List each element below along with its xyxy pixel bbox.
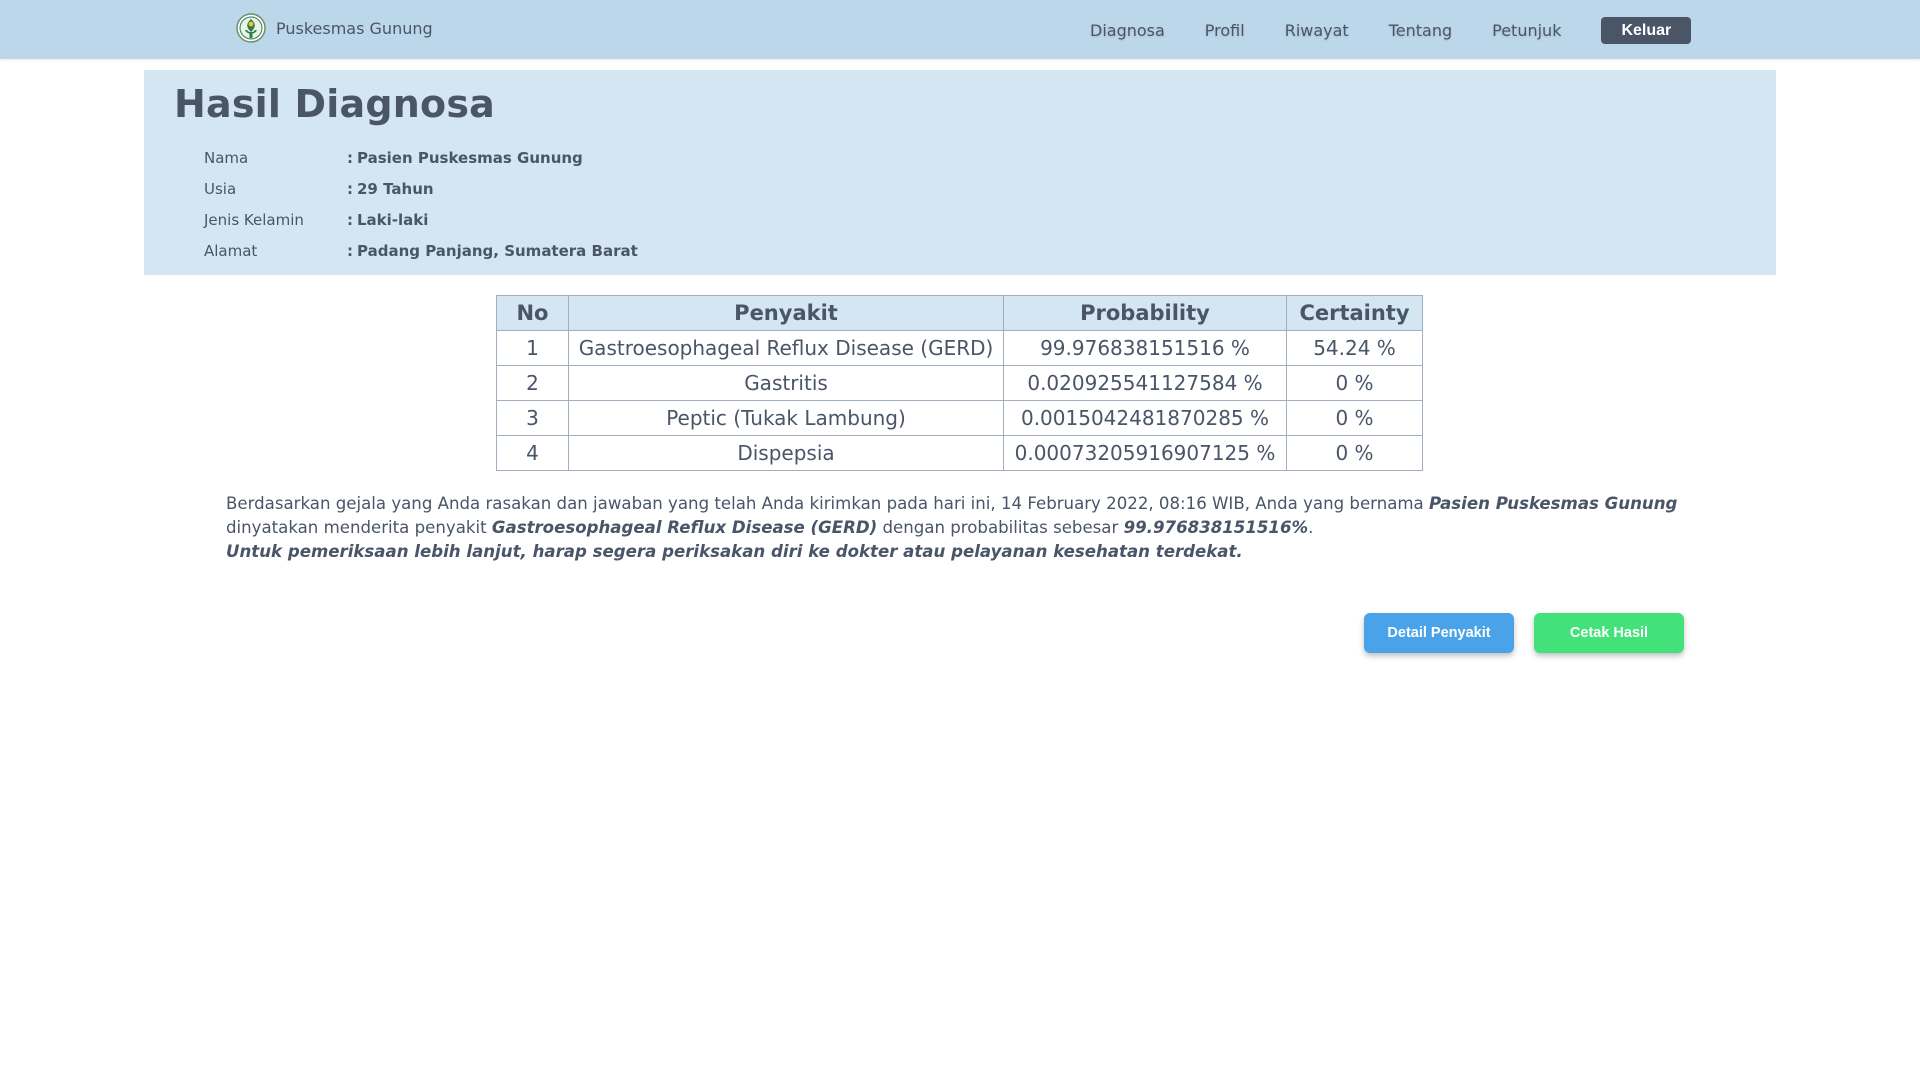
diagnosis-conclusion [226, 492, 1696, 564]
cell-probability: 0.00073205916907125 % [1004, 436, 1287, 471]
cell-penyakit: Gastroesophageal Reflux Disease (GERD) [569, 331, 1004, 366]
info-label: Nama [204, 148, 249, 167]
page-title: Hasil Diagnosa [174, 82, 495, 126]
patient-info-table [204, 142, 638, 266]
cell-penyakit: Peptic (Tukak Lambung) [569, 401, 1004, 436]
cell-no: 3 [497, 401, 569, 436]
cell-probability: 99.976838151516 % [1004, 331, 1287, 366]
puskesmas-logo-icon [236, 10, 266, 46]
cell-certainty: 0 % [1287, 436, 1423, 471]
cell-no: 1 [497, 331, 569, 366]
cell-no: 2 [497, 366, 569, 401]
cell-certainty: 54.24 % [1287, 331, 1423, 366]
navbar [0, 0, 1920, 59]
nav-link-profil[interactable]: Profil [1204, 20, 1245, 40]
brand-link[interactable] [236, 10, 433, 46]
nav-links [1090, 17, 1691, 44]
info-row-alamat [204, 235, 638, 266]
table-row [497, 401, 1423, 436]
info-label: Usia [204, 179, 237, 198]
info-value: Padang Panjang, Sumatera Barat [357, 241, 638, 260]
cetak-hasil-button[interactable]: Cetak Hasil [1534, 613, 1684, 653]
cell-certainty: 0 % [1287, 401, 1423, 436]
detail-penyakit-button[interactable]: Detail Penyakit [1364, 613, 1514, 653]
info-row-nama [204, 142, 638, 173]
conclusion-text-2: dinyatakan menderita penyakit [226, 518, 492, 537]
cell-penyakit: Gastritis [569, 366, 1004, 401]
table-header-row [497, 296, 1423, 331]
brand-name: Puskesmas Gunung [276, 18, 433, 38]
diagnosis-result-table [496, 295, 1423, 471]
info-colon: : [347, 179, 353, 198]
conclusion-text-1: Berdasarkan gejala yang Anda rasakan dan jawaban yang telah Anda kirimkan pada hari ini, 14 February 2022, 08:16 WIB, Anda yang bernama [226, 494, 1429, 513]
info-colon: : [347, 148, 353, 167]
cell-no: 4 [497, 436, 569, 471]
info-row-jenis-kelamin [204, 204, 638, 235]
nav-link-tentang[interactable]: Tentang [1388, 20, 1453, 40]
conclusion-disease: Gastroesophageal Reflux Disease (GERD) [491, 518, 878, 537]
info-label: Jenis Kelamin [204, 210, 304, 229]
info-value: Laki-laki [357, 210, 429, 229]
table-row [497, 436, 1423, 471]
nav-link-petunjuk[interactable]: Petunjuk [1492, 20, 1562, 40]
table-row [497, 366, 1423, 401]
table-row [497, 331, 1423, 366]
patient-info-card [144, 70, 1776, 275]
column-header-certainty: Certainty [1287, 296, 1423, 331]
nav-link-diagnosa[interactable]: Diagnosa [1090, 20, 1165, 40]
conclusion-patient-name: Pasien Puskesmas Gunung [1428, 494, 1678, 513]
cell-certainty: 0 % [1287, 366, 1423, 401]
column-header-penyakit: Penyakit [569, 296, 1004, 331]
conclusion-text-4: . [1308, 518, 1314, 537]
info-value: 29 Tahun [357, 179, 434, 198]
info-row-usia [204, 173, 638, 204]
column-header-no: No [497, 296, 569, 331]
column-header-probability: Probability [1004, 296, 1287, 331]
conclusion-advice: Untuk pemeriksaan lebih lanjut, harap segera periksakan diri ke dokter atau pelayanan kesehatan terdekat. [226, 542, 1243, 561]
info-value: Pasien Puskesmas Gunung [357, 148, 583, 167]
info-colon: : [347, 241, 353, 260]
nav-link-riwayat[interactable]: Riwayat [1284, 20, 1349, 40]
cell-probability: 0.020925541127584 % [1004, 366, 1287, 401]
cell-penyakit: Dispepsia [569, 436, 1004, 471]
conclusion-text-3: dengan probabilitas sebesar [877, 518, 1124, 537]
logout-button[interactable]: Keluar [1601, 17, 1691, 44]
conclusion-probability: 99.976838151516% [1123, 518, 1309, 537]
info-colon: : [347, 210, 353, 229]
cell-probability: 0.0015042481870285 % [1004, 401, 1287, 436]
info-label: Alamat [204, 241, 258, 260]
